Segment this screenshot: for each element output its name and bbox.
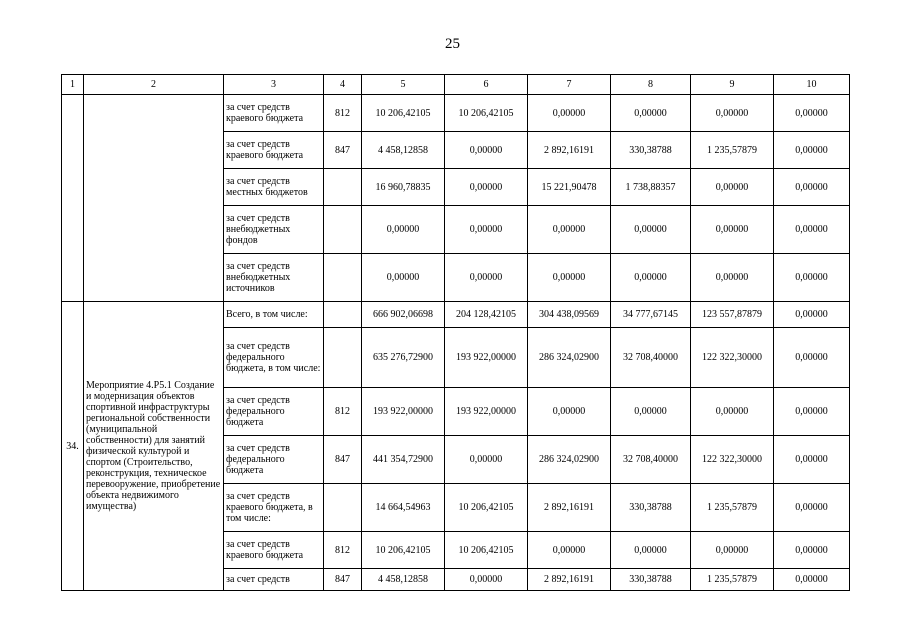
value-cell: 34 777,67145 — [611, 302, 691, 328]
value-cell: 123 557,87879 — [691, 302, 774, 328]
row-number-cell — [62, 95, 84, 302]
value-cell: 32 708,40000 — [611, 436, 691, 484]
value-cell: 0,00000 — [362, 206, 445, 254]
value-cell: 193 922,00000 — [445, 388, 528, 436]
value-cell: 4 458,12858 — [362, 132, 445, 169]
value-cell: 10 206,42105 — [362, 95, 445, 132]
funding-source-cell: за счет средств внебюджетных фондов — [224, 206, 324, 254]
value-cell: 32 708,40000 — [611, 328, 691, 388]
value-cell: 330,38788 — [611, 569, 691, 591]
code-cell: 847 — [324, 569, 362, 591]
header-cell: 5 — [362, 75, 445, 95]
value-cell: 0,00000 — [445, 132, 528, 169]
header-cell: 10 — [774, 75, 850, 95]
value-cell: 2 892,16191 — [528, 484, 611, 532]
value-cell: 1 235,57879 — [691, 132, 774, 169]
funding-source-cell: за счет средств местных бюджетов — [224, 169, 324, 206]
value-cell: 10 206,42105 — [445, 484, 528, 532]
value-cell: 0,00000 — [362, 254, 445, 302]
value-cell: 0,00000 — [691, 95, 774, 132]
value-cell: 0,00000 — [774, 532, 850, 569]
value-cell: 0,00000 — [691, 206, 774, 254]
value-cell: 0,00000 — [445, 436, 528, 484]
value-cell: 15 221,90478 — [528, 169, 611, 206]
value-cell: 304 438,09569 — [528, 302, 611, 328]
value-cell: 1 738,88357 — [611, 169, 691, 206]
value-cell: 0,00000 — [774, 302, 850, 328]
funding-source-cell: за счет средств федерального бюджета, в том числе: — [224, 328, 324, 388]
funding-source-cell: за счет средств федерального бюджета — [224, 436, 324, 484]
value-cell: 2 892,16191 — [528, 132, 611, 169]
value-cell: 122 322,30000 — [691, 328, 774, 388]
header-cell: 8 — [611, 75, 691, 95]
page-number: 25 — [445, 36, 460, 52]
value-cell: 0,00000 — [611, 95, 691, 132]
value-cell: 0,00000 — [611, 388, 691, 436]
funding-source-cell: за счет средств федерального бюджета — [224, 388, 324, 436]
value-cell: 0,00000 — [774, 206, 850, 254]
value-cell: 0,00000 — [611, 532, 691, 569]
value-cell: 0,00000 — [774, 254, 850, 302]
value-cell: 330,38788 — [611, 484, 691, 532]
value-cell: 0,00000 — [445, 254, 528, 302]
value-cell: 193 922,00000 — [445, 328, 528, 388]
value-cell: 0,00000 — [528, 532, 611, 569]
activity-cell — [84, 95, 224, 302]
code-cell — [324, 328, 362, 388]
value-cell: 0,00000 — [774, 484, 850, 532]
code-cell — [324, 206, 362, 254]
value-cell: 0,00000 — [528, 95, 611, 132]
value-cell: 2 892,16191 — [528, 569, 611, 591]
value-cell: 0,00000 — [691, 388, 774, 436]
header-cell: 9 — [691, 75, 774, 95]
code-cell: 847 — [324, 132, 362, 169]
value-cell: 330,38788 — [611, 132, 691, 169]
value-cell: 4 458,12858 — [362, 569, 445, 591]
value-cell: 441 354,72900 — [362, 436, 445, 484]
value-cell: 0,00000 — [691, 254, 774, 302]
value-cell: 10 206,42105 — [362, 532, 445, 569]
row-number-cell: 34. — [62, 302, 84, 591]
value-cell: 16 960,78835 — [362, 169, 445, 206]
value-cell: 286 324,02900 — [528, 328, 611, 388]
header-row — [62, 75, 850, 95]
value-cell: 635 276,72900 — [362, 328, 445, 388]
funding-source-cell: Всего, в том числе: — [224, 302, 324, 328]
value-cell: 0,00000 — [445, 169, 528, 206]
table-row — [62, 95, 850, 132]
value-cell: 204 128,42105 — [445, 302, 528, 328]
value-cell: 0,00000 — [774, 388, 850, 436]
value-cell: 0,00000 — [445, 206, 528, 254]
value-cell: 666 902,06698 — [362, 302, 445, 328]
value-cell: 0,00000 — [774, 95, 850, 132]
value-cell: 1 235,57879 — [691, 484, 774, 532]
value-cell: 0,00000 — [445, 569, 528, 591]
code-cell: 847 — [324, 436, 362, 484]
code-cell — [324, 302, 362, 328]
header-cell: 7 — [528, 75, 611, 95]
funding-source-cell: за счет средств краевого бюджета — [224, 95, 324, 132]
value-cell: 0,00000 — [611, 254, 691, 302]
code-cell: 812 — [324, 95, 362, 132]
value-cell: 14 664,54963 — [362, 484, 445, 532]
funding-source-cell: за счет средств — [224, 569, 324, 591]
value-cell: 1 235,57879 — [691, 569, 774, 591]
value-cell: 0,00000 — [691, 532, 774, 569]
table-row — [62, 302, 850, 328]
value-cell: 286 324,02900 — [528, 436, 611, 484]
value-cell: 122 322,30000 — [691, 436, 774, 484]
value-cell: 10 206,42105 — [445, 532, 528, 569]
value-cell: 0,00000 — [774, 328, 850, 388]
value-cell: 0,00000 — [528, 206, 611, 254]
value-cell: 0,00000 — [774, 436, 850, 484]
header-cell: 3 — [224, 75, 324, 95]
funding-source-cell: за счет средств краевого бюджета, в том числе: — [224, 484, 324, 532]
value-cell: 0,00000 — [774, 169, 850, 206]
value-cell: 0,00000 — [774, 569, 850, 591]
code-cell: 812 — [324, 532, 362, 569]
value-cell: 0,00000 — [528, 388, 611, 436]
value-cell: 193 922,00000 — [362, 388, 445, 436]
funding-source-cell: за счет средств краевого бюджета — [224, 532, 324, 569]
value-cell: 0,00000 — [691, 169, 774, 206]
value-cell: 0,00000 — [528, 254, 611, 302]
value-cell: 10 206,42105 — [445, 95, 528, 132]
code-cell — [324, 169, 362, 206]
header-cell: 1 — [62, 75, 84, 95]
funding-source-cell: за счет средств краевого бюджета — [224, 132, 324, 169]
value-cell: 0,00000 — [774, 132, 850, 169]
code-cell — [324, 254, 362, 302]
header-cell: 6 — [445, 75, 528, 95]
budget-table — [61, 74, 850, 591]
header-cell: 4 — [324, 75, 362, 95]
activity-cell: Мероприятие 4.Р5.1 Создание и модернизация объектов спортивной инфраструктуры региональной собственности (муниципальной собственности) для занятий физической культурой и спортом (Строительство, реконструкция, техническое перевооружение, приобретение объекта недвижимого имущества) — [84, 302, 224, 591]
code-cell: 812 — [324, 388, 362, 436]
funding-source-cell: за счет средств внебюджетных источников — [224, 254, 324, 302]
header-cell: 2 — [84, 75, 224, 95]
value-cell: 0,00000 — [611, 206, 691, 254]
code-cell — [324, 484, 362, 532]
